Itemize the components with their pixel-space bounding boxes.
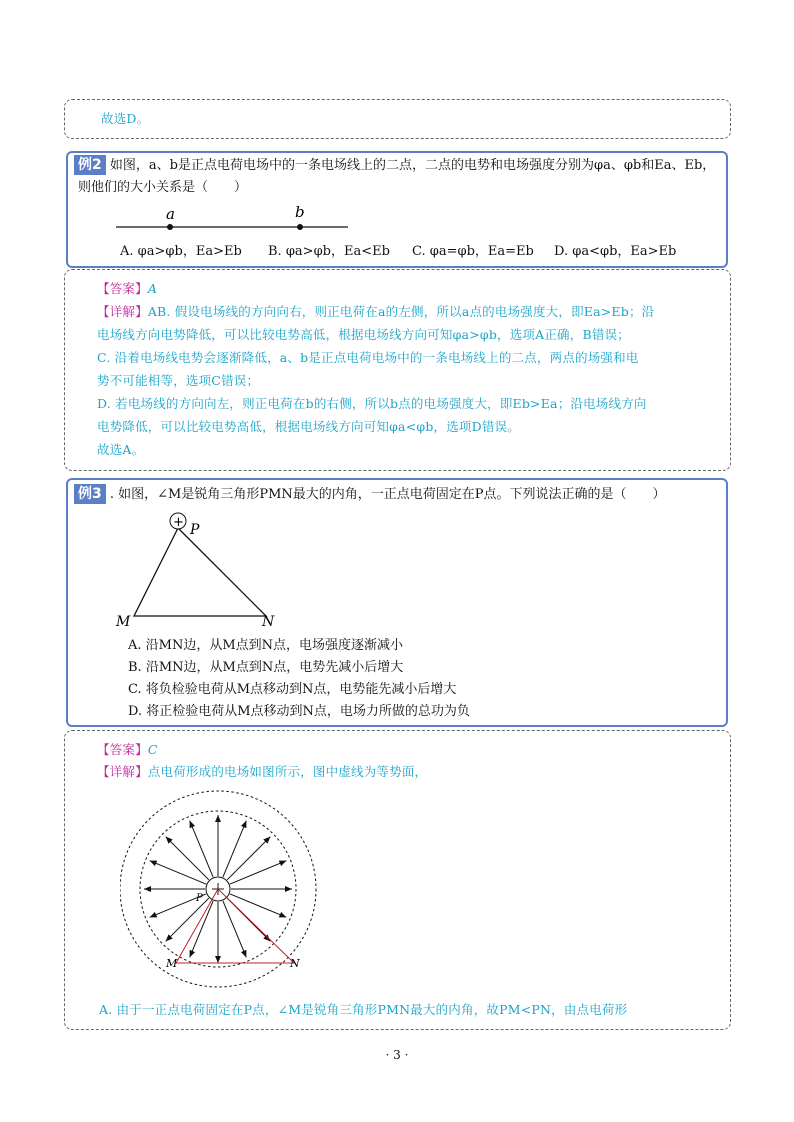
answer-label: 【答案】	[97, 281, 148, 296]
example2-option-b: B. φa>φb，Ea<Eb	[268, 244, 390, 259]
point-b-label: b	[295, 203, 305, 221]
label-n: N	[290, 957, 300, 970]
label-m: M	[116, 614, 131, 630]
example3-stem	[74, 484, 666, 506]
answer-label: 【答案】	[97, 742, 148, 757]
triangle-pmn-red	[176, 889, 294, 963]
label-p: P	[190, 522, 200, 538]
example2-option-a: A. φa>φb，Ea>Eb	[120, 244, 242, 259]
field-arrow	[166, 898, 209, 941]
example2-option-c: C. φa=φb，Ea=Eb	[412, 244, 534, 259]
example3-triangle-figure	[112, 510, 332, 630]
example2-box	[66, 151, 728, 268]
detail-label: 【详解】	[97, 304, 148, 319]
charge-plus: +	[173, 515, 184, 530]
example2-answer-line	[97, 278, 157, 300]
field-arrow	[150, 861, 206, 884]
example2-detail-line4: 势不可能相等，选项C错误；	[97, 373, 260, 388]
answer-value: A	[147, 281, 158, 296]
example2-stem-line2: 则他们的大小关系是（ ）	[78, 180, 248, 195]
field-arrow	[190, 901, 213, 957]
example2-conclusion: 故选A。	[97, 442, 145, 457]
example3-option-c: C. 将负检验电荷从M点移动到N点，电势能先减小后增大	[128, 682, 457, 697]
field-arrow	[227, 837, 270, 880]
example3-option-b: B. 沿MN边，从M点到N点，电势先减小后增大	[128, 660, 404, 675]
example3-tag: 例3	[74, 484, 106, 504]
example3-option-d: D. 将正检验电荷从M点移动到N点，电场力所做的总功为负	[128, 704, 470, 719]
example2-answer-box	[64, 269, 731, 471]
example2-detail-line1	[97, 301, 654, 323]
example2-option-d: D. φa<φb，Ea>Eb	[554, 244, 677, 259]
example2-figure	[116, 201, 356, 241]
answer-value: C	[147, 742, 158, 757]
example3-stem-text: . 如图，∠M是锐角三角形PMN最大的内角，一正点电荷固定在P点。下列说法正确的是（ ）	[109, 487, 666, 502]
example2-detail-line2: 电场线方向电势降低，可以比较电势高低，根据电场线方向可知φa>φb，选项A正确，B错误；	[97, 327, 630, 342]
point-a-label: a	[166, 205, 175, 223]
prev-solution-box	[64, 99, 731, 139]
point-b-dot	[297, 224, 303, 230]
example2-detail-line3: C. 沿着电场线电势会逐渐降低，a、b是正点电荷电场中的一条电场线上的二点，两点的场强和电	[97, 350, 639, 365]
example3-answer-line	[97, 739, 158, 761]
example2-detail-line6: 电势降低，可以比较电势高低，根据电场线方向可知φa<φb，选项D错误。	[97, 419, 520, 434]
detail-text: 点电荷形成的电场如图所示，图中虚线为等势面，	[147, 764, 428, 779]
example2-tag: 例2	[74, 155, 106, 175]
page-number: · 3 ·	[385, 1048, 409, 1062]
triangle-pmn	[134, 528, 266, 616]
field-arrow	[223, 901, 246, 957]
field-arrow	[230, 894, 286, 917]
example3-option-a: A. 沿MN边，从M点到N点，电场强度逐渐减小	[128, 638, 404, 653]
field-arrow	[190, 821, 213, 877]
example2-stem-text: 如图，a、b是正点电荷电场中的一条电场线上的二点，二点的电势和电场强度分别为φa、φb和Ea、Eb，	[109, 158, 716, 173]
label-m: M	[166, 957, 178, 970]
example2-stem-line1	[74, 155, 715, 177]
detail-label: 【详解】	[97, 764, 148, 779]
field-arrow	[230, 861, 286, 884]
field-lines-figure	[120, 789, 320, 989]
example3-detail-last-line: A. 由于一正点电荷固定在P点，∠M是锐角三角形PMN最大的内角，故PM<PN，由点电荷形	[99, 1002, 628, 1017]
label-n: N	[262, 614, 275, 630]
point-a-dot	[167, 224, 173, 230]
prev-conclusion: 故选D。	[101, 111, 150, 126]
label-p: P	[196, 893, 203, 904]
field-arrow	[223, 821, 246, 877]
example3-answer-box	[64, 730, 731, 1030]
example2-detail-line5: D. 若电场线的方向向左，则正电荷在b的右侧，所以b点的电场强度大，即Eb>Ea；沿电场线方向	[97, 396, 647, 411]
detail-text: AB. 假设电场线的方向向右，则正电荷在a的左侧，所以a点的电场强度大，即Ea>Eb；沿	[147, 304, 655, 319]
example3-box	[66, 478, 728, 727]
example3-detail-line	[97, 761, 427, 783]
field-arrow	[166, 837, 209, 880]
